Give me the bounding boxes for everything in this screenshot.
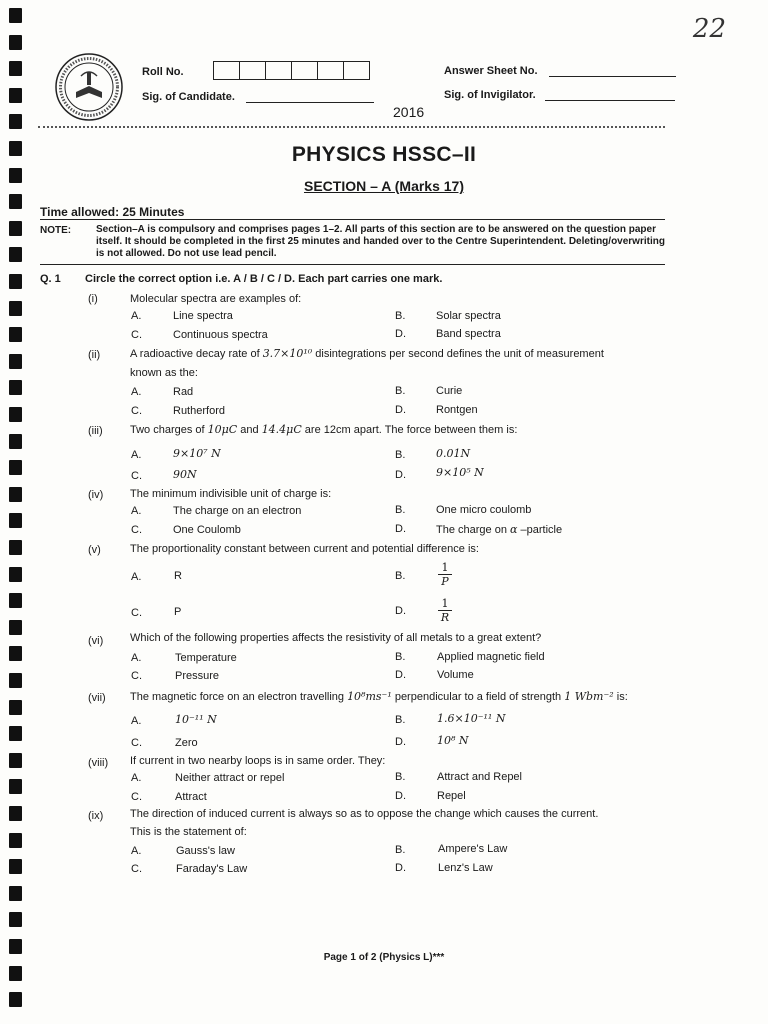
- question-text: [130, 690, 628, 703]
- option-d[interactable]: Volume: [437, 669, 474, 681]
- option-d[interactable]: [436, 523, 562, 536]
- sig-invigilator-label: Sig. of Invigilator.: [444, 89, 536, 101]
- sig-candidate-label: Sig. of Candidate.: [142, 91, 235, 103]
- timing-mark: [9, 886, 22, 901]
- math-expression: 1 Wbm⁻²: [564, 690, 614, 703]
- alpha-symbol: α: [510, 523, 518, 536]
- math-expression: 3.7×10¹⁰: [262, 347, 313, 360]
- question-text-part: perpendicular to a field of strength: [391, 691, 565, 703]
- question-text-part: are 12cm apart. The force between them is:: [301, 424, 518, 436]
- paper-title: PHYSICS HSSC–II: [291, 143, 477, 166]
- rule-bottom: [40, 264, 665, 265]
- sig-candidate-line[interactable]: [246, 102, 374, 103]
- question-number: Q. 1: [40, 273, 61, 285]
- option-letter: D.: [395, 862, 406, 874]
- section-heading: SECTION – A (Marks 17): [303, 178, 464, 194]
- timing-mark: [9, 646, 22, 661]
- option-letter: C.: [131, 737, 142, 749]
- option-a[interactable]: 10⁻¹¹ N: [175, 713, 217, 726]
- timing-mark: [9, 806, 22, 821]
- option-c[interactable]: P: [174, 606, 182, 618]
- option-d[interactable]: Band spectra: [436, 328, 501, 340]
- option-letter: A.: [131, 652, 142, 664]
- option-letter: B.: [395, 771, 406, 783]
- timing-mark: [9, 673, 22, 688]
- option-letter: B.: [395, 844, 406, 856]
- timing-mark: [9, 779, 22, 794]
- timing-mark: [9, 327, 22, 342]
- exam-year: 2016: [393, 104, 425, 120]
- option-a[interactable]: Neither attract or repel: [175, 772, 285, 784]
- option-b[interactable]: 1.6×10⁻¹¹ N: [437, 712, 506, 725]
- option-letter: A.: [131, 505, 142, 517]
- timing-mark: [9, 992, 22, 1007]
- option-a[interactable]: Gauss's law: [176, 845, 235, 857]
- option-letter: B.: [395, 651, 406, 663]
- question-text: Molecular spectra are examples of:: [130, 293, 302, 305]
- option-text-part: The charge on: [436, 524, 510, 536]
- timing-mark: [9, 8, 22, 23]
- option-letter: B.: [395, 714, 406, 726]
- option-letter: A.: [131, 715, 142, 727]
- question-text-part: A radioactive decay rate of: [130, 348, 263, 360]
- option-letter: D.: [395, 523, 406, 535]
- option-b[interactable]: Curie: [436, 385, 463, 397]
- option-d[interactable]: Lenz's Law: [438, 862, 493, 874]
- option-letter: C.: [131, 470, 142, 482]
- option-c[interactable]: One Coulomb: [173, 524, 241, 536]
- timing-mark: [9, 221, 22, 236]
- timing-mark: [9, 35, 22, 50]
- timing-mark: [9, 487, 22, 502]
- option-a[interactable]: Temperature: [175, 652, 237, 664]
- option-letter: B.: [395, 385, 406, 397]
- timing-mark: [9, 513, 22, 528]
- timing-mark: [9, 380, 22, 395]
- option-letter: C.: [131, 791, 142, 803]
- option-letter: D.: [395, 469, 406, 481]
- roll-no-boxes[interactable]: [213, 61, 370, 80]
- timing-mark: [9, 434, 22, 449]
- option-letter: C.: [131, 329, 142, 341]
- question-text-part: is:: [613, 691, 628, 703]
- timing-mark: [9, 620, 22, 635]
- option-c[interactable]: Pressure: [175, 670, 220, 682]
- question-text-part: Two charges of: [130, 424, 208, 436]
- option-b[interactable]: Solar spectra: [436, 310, 501, 322]
- board-seal-icon: [54, 52, 124, 122]
- fraction-numerator: 1: [438, 561, 452, 575]
- option-b[interactable]: [438, 561, 452, 588]
- part-number: (v): [88, 544, 101, 556]
- option-c[interactable]: Rutherford: [173, 405, 225, 417]
- option-b[interactable]: Attract and Repel: [437, 771, 522, 783]
- question-text: Which of the following properties affects the resistivity of all metals to a great extent?: [130, 632, 542, 644]
- option-b[interactable]: 0.01N: [436, 447, 471, 460]
- page-footer: Page 1 of 2 (Physics L)***: [323, 952, 445, 963]
- option-letter: D.: [395, 669, 406, 681]
- part-number: (i): [88, 293, 98, 305]
- option-letter: D.: [395, 404, 406, 416]
- dotted-separator: [38, 126, 665, 128]
- question-text-line2: This is the statement of:: [130, 826, 247, 838]
- option-c[interactable]: Zero: [175, 737, 198, 749]
- option-a[interactable]: Rad: [173, 386, 194, 398]
- option-d[interactable]: [438, 597, 452, 624]
- timing-mark: [9, 753, 22, 768]
- option-d[interactable]: Rontgen: [436, 404, 478, 416]
- timing-mark: [9, 700, 22, 715]
- question-text: The direction of induced current is always so as to oppose the change which causes the current.: [130, 808, 599, 820]
- option-letter: C.: [131, 524, 142, 536]
- answer-sheet-line[interactable]: [549, 76, 676, 77]
- question-text: If current in two nearby loops is in same order. They:: [130, 755, 386, 767]
- question-text: The proportionality constant between current and potential difference is:: [130, 543, 479, 555]
- timing-mark: [9, 726, 22, 741]
- part-number: (iii): [88, 425, 103, 437]
- question-text-part: disintegrations per second defines the unit of measurement: [312, 348, 604, 360]
- option-d[interactable]: 9×10⁵ N: [436, 466, 484, 479]
- part-number: (vi): [88, 635, 104, 647]
- option-a[interactable]: 9×10⁷ N: [173, 447, 221, 460]
- option-letter: D.: [395, 605, 406, 617]
- option-letter: C.: [131, 607, 142, 619]
- timing-mark: [9, 460, 22, 475]
- math-expression: 10⁸ms⁻¹: [347, 690, 392, 703]
- option-a[interactable]: Line spectra: [173, 310, 233, 322]
- fraction-denominator: R: [440, 611, 450, 624]
- option-letter: B.: [395, 570, 406, 582]
- option-d[interactable]: Repel: [437, 790, 466, 802]
- timing-mark: [9, 301, 22, 316]
- question-text-part: and: [237, 424, 262, 436]
- timing-mark: [9, 194, 22, 209]
- option-letter: A.: [131, 571, 142, 583]
- math-expression: 14.4μC: [261, 423, 302, 436]
- part-number: (ii): [88, 349, 101, 361]
- option-letter: B.: [395, 504, 406, 516]
- timing-mark: [9, 540, 22, 555]
- timing-mark: [9, 859, 22, 874]
- question-text-line2: known as the:: [130, 367, 198, 379]
- fraction-denominator: P: [441, 575, 449, 588]
- note-text: Section–A is compulsory and comprises pages 1–2. All parts of this section are to be answered on the question paper itself. It should be completed in the first 25 minutes and handed over to the Centre Superintendent. Deleting/overwriting is not allowed. Do not use lead pencil.: [96, 224, 665, 259]
- answer-sheet-label: Answer Sheet No.: [444, 65, 538, 77]
- sig-invigilator-line[interactable]: [545, 100, 675, 101]
- timing-mark: [9, 274, 22, 289]
- option-letter: A.: [131, 845, 142, 857]
- option-b[interactable]: One micro coulomb: [436, 504, 532, 516]
- option-letter: D.: [395, 736, 406, 748]
- option-letter: A.: [131, 772, 142, 784]
- option-letter: A.: [131, 449, 142, 461]
- part-number: (viii): [88, 757, 109, 769]
- question-instruction: Circle the correct option i.e. A / B / C / D. Each part carries one mark.: [85, 273, 443, 285]
- option-letter: D.: [395, 790, 406, 802]
- option-a[interactable]: R: [174, 570, 182, 582]
- question-text-part: The magnetic force on an electron travelling: [130, 691, 348, 703]
- timing-mark: [9, 114, 22, 129]
- option-letter: B.: [395, 310, 406, 322]
- timing-mark: [9, 61, 22, 76]
- part-number: (ix): [88, 810, 104, 822]
- math-expression: 10μC: [207, 423, 238, 436]
- option-c[interactable]: Continuous spectra: [173, 329, 268, 341]
- timing-mark: [9, 354, 22, 369]
- option-letter: D.: [395, 328, 406, 340]
- timing-mark: [9, 593, 22, 608]
- option-b[interactable]: Applied magnetic field: [437, 651, 545, 663]
- part-number: (vii): [88, 692, 106, 704]
- part-number: (iv): [88, 489, 104, 501]
- option-letter: B.: [395, 449, 406, 461]
- option-a[interactable]: The charge on an electron: [173, 505, 302, 517]
- timing-mark: [9, 912, 22, 927]
- page-corner-number: 22: [692, 14, 726, 44]
- timing-mark: [9, 247, 22, 262]
- time-allowed: Time allowed: 25 Minutes: [40, 205, 185, 219]
- option-text-part: –particle: [517, 524, 563, 536]
- timing-mark: [9, 567, 22, 582]
- rule-top: [40, 219, 665, 220]
- timing-mark: [9, 407, 22, 422]
- timing-mark: [9, 88, 22, 103]
- question-text: The minimum indivisible unit of charge is:: [130, 488, 332, 500]
- option-c[interactable]: Attract: [175, 791, 207, 803]
- question-text: [130, 423, 517, 436]
- fraction-numerator: 1: [438, 597, 452, 611]
- timing-mark: [9, 966, 22, 981]
- question-text: [130, 347, 604, 360]
- option-letter: A.: [131, 386, 142, 398]
- option-letter: A.: [131, 310, 142, 322]
- option-letter: C.: [131, 405, 142, 417]
- option-c[interactable]: 90N: [173, 468, 197, 481]
- roll-no-label: Roll No.: [142, 66, 184, 78]
- timing-mark: [9, 833, 22, 848]
- option-letter: C.: [131, 670, 142, 682]
- option-letter: C.: [131, 863, 142, 875]
- option-b[interactable]: Ampere's Law: [438, 843, 508, 855]
- note-label: NOTE:: [40, 225, 72, 236]
- option-c[interactable]: Faraday's Law: [176, 863, 248, 875]
- option-d[interactable]: 10⁸ N: [437, 734, 469, 747]
